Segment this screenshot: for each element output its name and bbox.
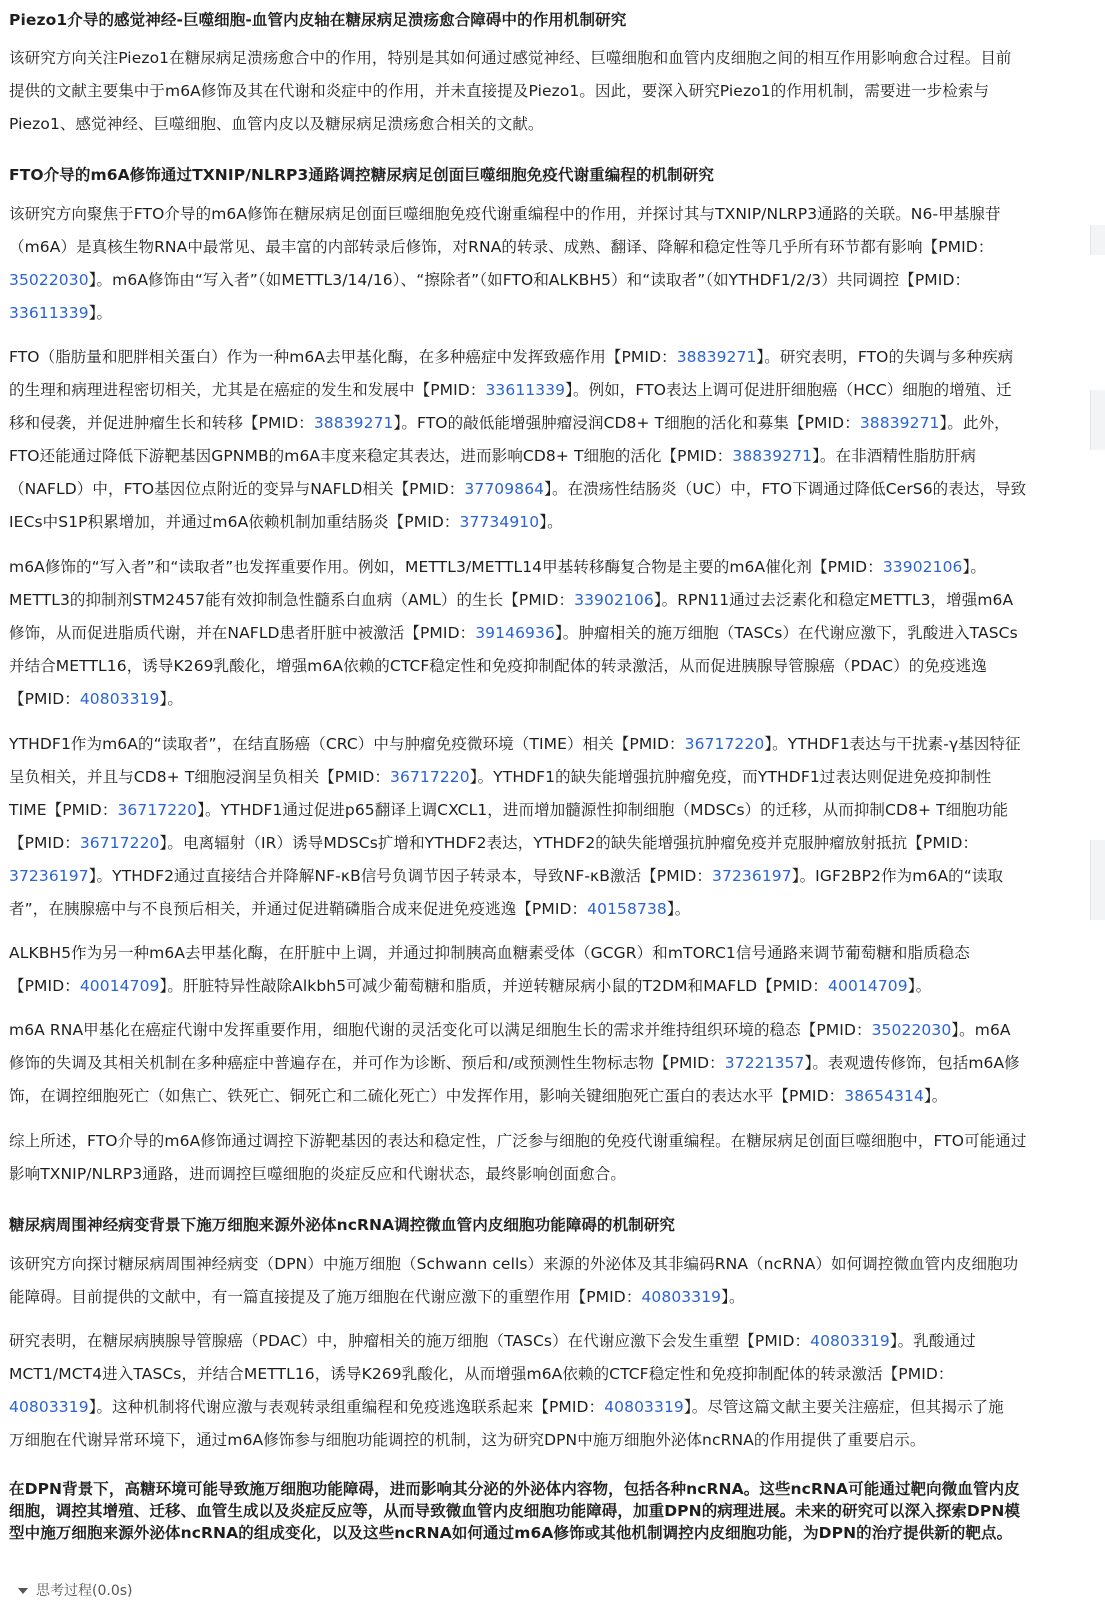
pmid-link[interactable]: 35022030 xyxy=(9,271,89,289)
pmid-link[interactable]: 35022030 xyxy=(871,1021,952,1039)
paragraph-line: 并结合METTL16，诱导K269乳酸化，增强m6A依赖的CTCF稳定性和免疫抑制配体的转录激活，从而促进胰腺导管腺癌（PDAC）的免疫逃逸 xyxy=(9,657,987,675)
paragraph-line: m6A修饰的“写入者”和“读取者”也发挥重要作用。例如，METTL3/METTL14甲基转移酶复合物是主要的m6A催化剂【PMID：33902106】。 xyxy=(9,558,986,576)
pmid-link[interactable]: 40014709 xyxy=(79,977,160,995)
paragraph-line: 研究表明，在糖尿病胰腺导管腺癌（PDAC）中，肿瘤相关的施万细胞（TASCs）在代谢应激下会发生重塑【PMID：40803319】。乳酸通过 xyxy=(9,1332,976,1350)
pmid-link[interactable]: 40803319 xyxy=(810,1332,890,1350)
chevron-down-icon xyxy=(18,1588,28,1594)
pmid-link[interactable]: 33611339 xyxy=(9,304,89,322)
paragraph-line: MCT1/MCT4进入TASCs，并结合METTL16，诱导K269乳酸化，从而增强m6A依赖的CTCF稳定性和免疫抑制配体的转录激活【PMID： xyxy=(9,1365,954,1383)
side-panel-edge xyxy=(1090,390,1105,450)
paragraph-line: 饰，在调控细胞死亡（如焦亡、铁死亡、铜死亡和二硫化死亡）中发挥作用，影响关键细胞死亡蛋白的表达水平【PMID：38654314】。 xyxy=(9,1087,948,1105)
paragraph-line: 呈负相关，并且与CD8+ T细胞浸润呈负相关【PMID：36717220】。YTHDF1的缺失能增强抗肿瘤免疫，而YTHDF1过表达则促进免疫抑制性 xyxy=(9,768,992,786)
bold-summary-line: 细胞，调控其增殖、迁移、血管生成以及炎症反应等，从而导致微血管内皮细胞功能障碍，加重DPN的病理进展。未来的研究可以深入探索DPN模 xyxy=(9,1502,1021,1520)
paragraph-line: 修饰，从而促进脂质代谢，并在NAFLD患者肝脏中被激活【PMID：39146936】。肿瘤相关的施万细胞（TASCs）在代谢应激下，乳酸进入TASCs xyxy=(9,624,1018,642)
pmid-link[interactable]: 38839271 xyxy=(676,348,757,366)
paragraph-line: 33611339】。 xyxy=(9,304,113,322)
paragraph-line: 37236197】。YTHDF2通过直接结合并降解NF-κB信号负调节因子转录本，导致NF-κB激活【PMID：37236197】。IGF2BP2作为m6A的“读取 xyxy=(9,867,1004,885)
paragraph-line: 提供的文献主要集中于m6A修饰及其在代谢和炎症中的作用，并未直接提及Piezo1。因此，要深入研究Piezo1的作用机制，需要进一步检索与 xyxy=(9,82,990,100)
paragraph-line: 【PMID：40014709】。肝脏特异性敲除Alkbh5可减少葡萄糖和脂质，并逆转糖尿病小鼠的T2DM和MAFLD【PMID：40014709】。 xyxy=(9,977,932,995)
paragraph-line: Piezo1、感觉神经、巨噬细胞、血管内皮以及糖尿病足溃疡愈合相关的文献。 xyxy=(9,115,544,133)
paragraph-line: IECs中S1P积累增加，并通过m6A依赖机制加重结肠炎【PMID：37734910】。 xyxy=(9,513,563,531)
pmid-link[interactable]: 40803319 xyxy=(604,1398,684,1416)
pmid-link[interactable]: 37709864 xyxy=(464,480,545,498)
pmid-link[interactable]: 40803319 xyxy=(641,1288,722,1306)
pmid-link[interactable]: 37221357 xyxy=(724,1054,805,1072)
pmid-link[interactable]: 33611339 xyxy=(485,381,566,399)
pmid-link[interactable]: 36717220 xyxy=(117,801,198,819)
pmid-link[interactable]: 40803319 xyxy=(9,1398,89,1416)
pmid-link[interactable]: 40158738 xyxy=(587,900,667,918)
paragraph-line: 万细胞在代谢异常环境下，通过m6A修饰参与细胞功能调控的机制，这为研究DPN中施万细胞外泌体ncRNA的作用提供了重要启示。 xyxy=(9,1431,926,1449)
pmid-link[interactable]: 36717220 xyxy=(390,768,470,786)
paragraph-line: 者”，在胰腺癌中与不良预后相关，并通过促进鞘磷脂合成来促进免疫逃逸【PMID：40158738】。 xyxy=(9,900,691,918)
pmid-link[interactable]: 37236197 xyxy=(712,867,792,885)
paragraph-line: （m6A）是真核生物RNA中最常见、最丰富的内部转录后修饰，对RNA的转录、成熟、翻译、降解和稳定性等几乎所有环节都有影响【PMID： xyxy=(9,238,994,256)
paragraph-line: 能障碍。目前提供的文献中，有一篇直接提及了施万细胞在代谢应激下的重塑作用【PMID：40803319】。 xyxy=(9,1288,745,1306)
paragraph-line: FTO还能通过降低下游靶基因GPNMB的m6A丰度来稳定其表达，进而影响CD8+ T细胞的活化【PMID：38839271】。在非酒精性脂肪肝病 xyxy=(9,447,976,465)
paragraph-line: 移和侵袭，并促进肿瘤生长和转移【PMID：38839271】。FTO的敲低能增强肿瘤浸润CD8+ T细胞的活化和募集【PMID：38839271】。此外， xyxy=(9,414,1010,432)
side-panel-edge xyxy=(1090,840,1105,920)
pmid-link[interactable]: 38839271 xyxy=(313,414,394,432)
section-heading-piezo1: Piezo1介导的感觉神经-巨噬细胞-血管内皮轴在糖尿病足溃疡愈合障碍中的作用机制研究 xyxy=(9,11,627,29)
paragraph-line: 35022030】。m6A修饰由“写入者”（如METTL3/14/16）、“擦除者”（如FTO和ALKBH5）和“读取者”（如YTHDF1/2/3）共同调控【PMID： xyxy=(9,271,971,289)
paragraph-line: FTO（脂肪量和肥胖相关蛋白）作为一种m6A去甲基化酶，在多种癌症中发挥致癌作用【PMID：38839271】。研究表明，FTO的失调与多种疾病 xyxy=(9,348,1014,366)
paragraph-line: 该研究方向聚焦于FTO介导的m6A修饰在糖尿病足创面巨噬细胞免疫代谢重编程中的作用，并探讨其与TXNIP/NLRP3通路的关联。N6-甲基腺苷 xyxy=(9,205,1001,223)
pmid-link[interactable]: 40803319 xyxy=(79,690,160,708)
paragraph-line: TIME【PMID：36717220】。YTHDF1通过促进p65翻译上调CXCL1，进而增加髓源性抑制细胞（MDSCs）的迁移，从而抑制CD8+ T细胞功能 xyxy=(9,801,1009,819)
paragraph-line: METTL3的抑制剂STM2457能有效抑制急性髓系白血病（AML）的生长【PMID：33902106】。RPN11通过去泛素化和稳定METTL3，增强m6A xyxy=(9,591,1014,609)
side-panel-edge xyxy=(1090,225,1105,255)
bold-summary-line: 在DPN背景下，高糖环境可能导致施万细胞功能障碍，进而影响其分泌的外泌体内容物，包括各种ncRNA。这些ncRNA可能通过靶向微血管内皮 xyxy=(9,1480,1020,1498)
section-heading-fto: FTO介导的m6A修饰通过TXNIP/NLRP3通路调控糖尿病足创面巨噬细胞免疫代谢重编程的机制研究 xyxy=(9,166,714,184)
paragraph-line: 影响TXNIP/NLRP3通路，进而调控巨噬细胞的炎症反应和代谢状态，最终影响创面愈合。 xyxy=(9,1165,626,1183)
pmid-link[interactable]: 38839271 xyxy=(859,414,940,432)
pmid-link[interactable]: 33902106 xyxy=(882,558,963,576)
pmid-link[interactable]: 37734910 xyxy=(459,513,540,531)
thinking-toggle[interactable]: 思考过程(0.0s) xyxy=(18,1580,132,1600)
pmid-link[interactable]: 38654314 xyxy=(844,1087,924,1105)
pmid-link[interactable]: 37236197 xyxy=(9,867,89,885)
paragraph-line: m6A RNA甲基化在癌症代谢中发挥重要作用，细胞代谢的灵活变化可以满足细胞生长的需求并维持组织环境的稳态【PMID：35022030】。m6A xyxy=(9,1021,1011,1039)
pmid-link[interactable]: 38839271 xyxy=(732,447,813,465)
paragraph-line: 综上所述，FTO介导的m6A修饰通过调控下游靶基因的表达和稳定性，广泛参与细胞的免疫代谢重编程。在糖尿病足创面巨噬细胞中，FTO可能通过 xyxy=(9,1132,1027,1150)
paragraph-line: 修饰的失调及其相关机制在多种癌症中普遍存在，并可作为诊断、预后和/或预测性生物标志物【PMID：37221357】。表观遗传修饰，包括m6A修 xyxy=(9,1054,1020,1072)
pmid-link[interactable]: 39146936 xyxy=(475,624,555,642)
pmid-link[interactable]: 36717220 xyxy=(79,834,160,852)
paragraph-line: YTHDF1作为m6A的“读取者”，在结直肠癌（CRC）中与肿瘤免疫微环境（TIME）相关【PMID：36717220】。YTHDF1表达与干扰素-γ基因特征 xyxy=(9,735,1021,753)
bold-summary-line: 型中施万细胞来源外泌体ncRNA的组成变化，以及这些ncRNA如何通过m6A修饰或其他机制调控内皮细胞功能，为DPN的治疗提供新的靶点。 xyxy=(9,1524,1013,1542)
paragraph-line: 【PMID：36717220】。电离辐射（IR）诱导MDSCs扩增和YTHDF2表达，YTHDF2的缺失能增强抗肿瘤免疫并克服肿瘤放射抵抗【PMID： xyxy=(9,834,979,852)
section-heading-dpn: 糖尿病周围神经病变背景下施万细胞来源外泌体ncRNA调控微血管内皮细胞功能障碍的机制研究 xyxy=(9,1216,676,1234)
paragraph-line: 【PMID：40803319】。 xyxy=(9,690,183,708)
paragraph-line: 的生理和病理进程密切相关，尤其是在癌症的发生和发展中【PMID：33611339】。例如，FTO表达上调可促进肝细胞癌（HCC）细胞的增殖、迁 xyxy=(9,381,1012,399)
paragraph-line: 该研究方向探讨糖尿病周围神经病变（DPN）中施万细胞（Schwann cells）来源的外泌体及其非编码RNA（ncRNA）如何调控微血管内皮细胞功 xyxy=(9,1255,1019,1273)
paragraph-line: ALKBH5作为另一种m6A去甲基化酶，在肝脏中上调，并通过抑制胰高血糖素受体（GCGR）和mTORC1信号通路来调节葡萄糖和脂质稳态 xyxy=(9,944,970,962)
pmid-link[interactable]: 36717220 xyxy=(684,735,765,753)
pmid-link[interactable]: 40014709 xyxy=(828,977,908,995)
paragraph-line: （NAFLD）中，FTO基因位点附近的变异与NAFLD相关【PMID：37709864】。在溃疡性结肠炎（UC）中，FTO下调通过降低CerS6的表达，导致 xyxy=(9,480,1027,498)
paragraph-line: 40803319】。这种机制将代谢应激与表观转录组重编程和免疫逃逸联系起来【PMID：40803319】。尽管这篇文献主要关注癌症，但其揭示了施 xyxy=(9,1398,1004,1416)
paragraph-line: 该研究方向关注Piezo1在糖尿病足溃疡愈合中的作用，特别是其如何通过感觉神经、巨噬细胞和血管内皮细胞之间的相互作用影响愈合过程。目前 xyxy=(9,49,1012,67)
pmid-link[interactable]: 33902106 xyxy=(574,591,654,609)
